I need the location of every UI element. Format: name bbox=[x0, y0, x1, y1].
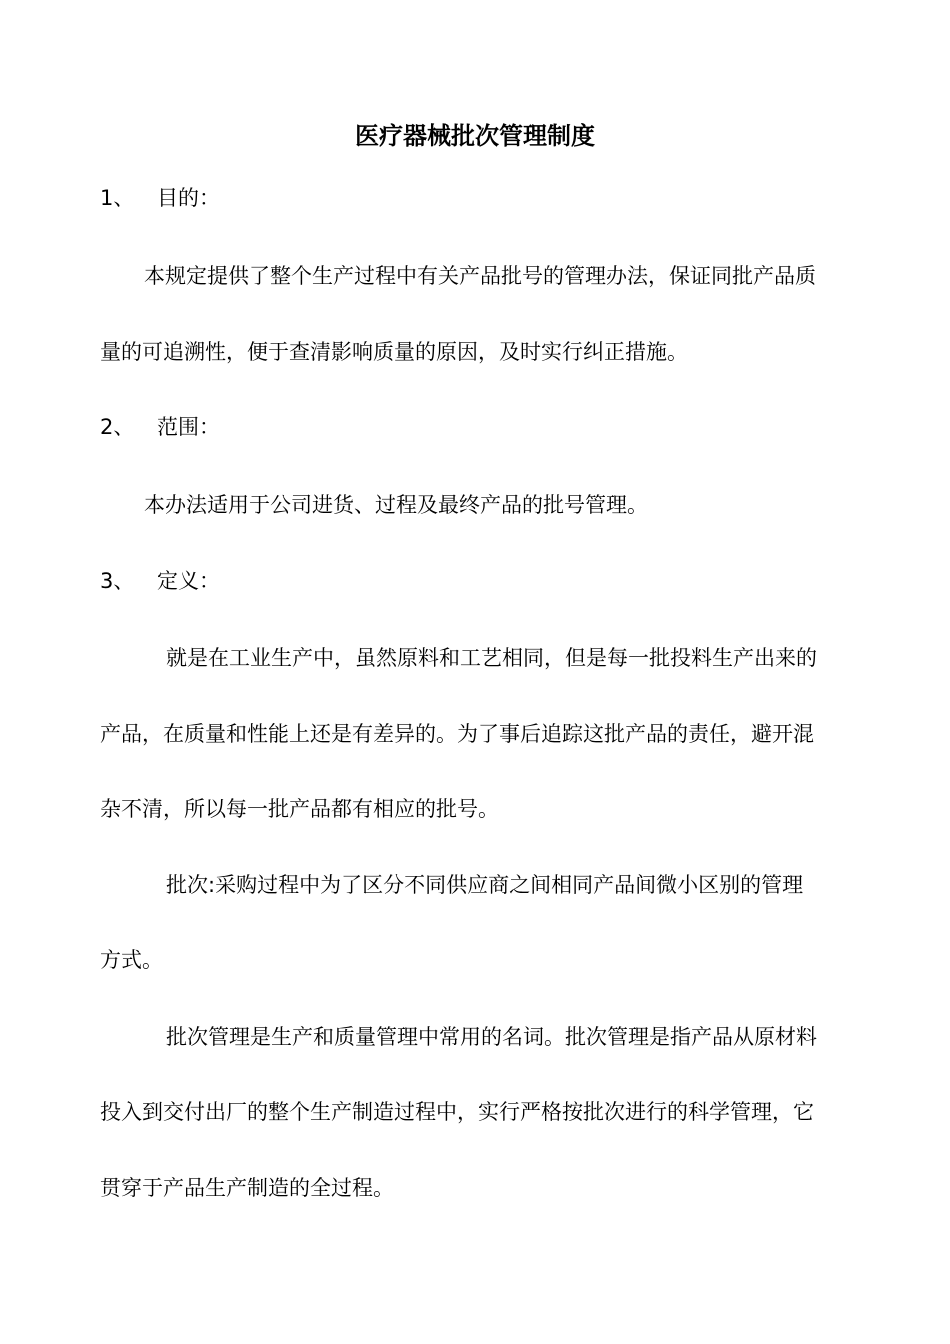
section-number: 2、 bbox=[100, 415, 135, 439]
section-number: 3、 bbox=[100, 569, 135, 593]
section-heading-purpose bbox=[100, 182, 220, 214]
paragraph-line: 投入到交付出厂的整个生产制造过程中，实行严格按批次进行的科学管理，它 bbox=[100, 1100, 814, 1124]
paragraph-line: 杂不清，所以每一批产品都有相应的批号。 bbox=[100, 797, 499, 821]
paragraph-line: 量的可追溯性，便于查清影响质量的原因，及时实行纠正措施。 bbox=[100, 340, 688, 364]
paragraph-line: 批次管理是生产和质量管理中常用的名词。批次管理是指产品从原材料 bbox=[166, 1025, 817, 1049]
paragraph-line: 本规定提供了整个生产过程中有关产品批号的管理办法，保证同批产品质 bbox=[144, 264, 816, 288]
paragraph-line: 批次:采购过程中为了区分不同供应商之间相同产品间微小区别的管理 bbox=[166, 873, 804, 897]
section-heading-definition bbox=[100, 565, 220, 597]
section-title: 范围： bbox=[157, 415, 220, 439]
paragraph-line: 贯穿于产品生产制造的全过程。 bbox=[100, 1176, 394, 1200]
section-title: 定义： bbox=[157, 569, 220, 593]
paragraph-line: 产品，在质量和性能上还是有差异的。为了事后追踪这批产品的责任，避开混 bbox=[100, 722, 814, 746]
paragraph-line: 本办法适用于公司进货、过程及最终产品的批号管理。 bbox=[144, 493, 648, 517]
section-title: 目的： bbox=[157, 186, 220, 210]
section-number: 1、 bbox=[100, 186, 135, 210]
section-heading-scope bbox=[100, 411, 220, 443]
paragraph-line: 就是在工业生产中，虽然原料和工艺相同，但是每一批投料生产出来的 bbox=[166, 646, 817, 670]
document-title: 医疗器械批次管理制度 bbox=[355, 122, 595, 150]
paragraph-line: 方式。 bbox=[100, 948, 163, 972]
